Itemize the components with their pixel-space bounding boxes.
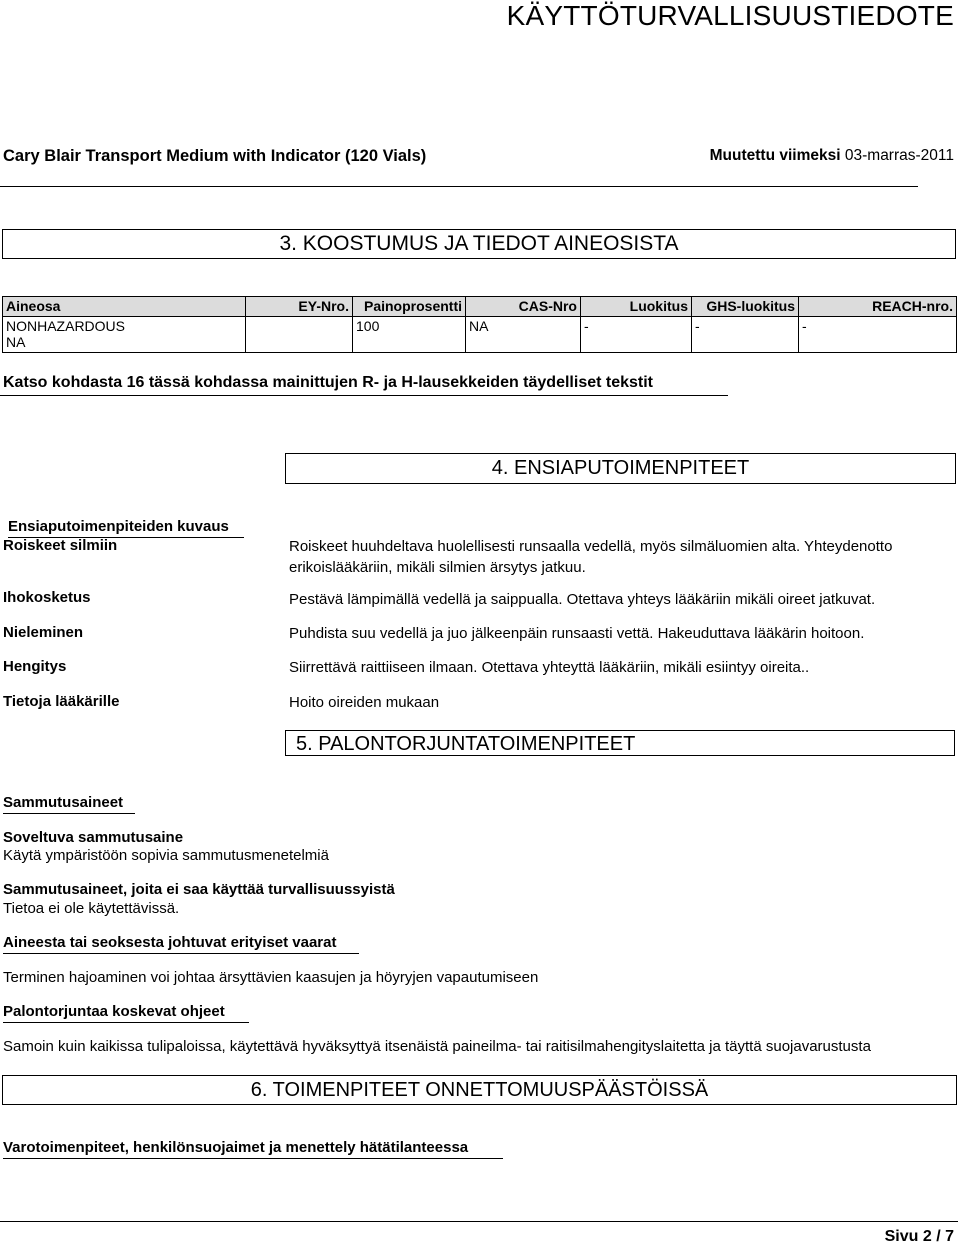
column-header: CAS-Nro: [466, 297, 581, 317]
first-aid-text-ingestion: Puhdista suu vedellä ja juo jälkeenpäin runsaasti vettä. Hakeuduttava lääkärin hoitoon.: [289, 625, 865, 642]
composition-table: [2, 296, 957, 353]
first-aid-label-skin: Ihokosketus: [3, 589, 91, 606]
section-4-subheading: Ensiaputoimenpiteiden kuvaus: [8, 518, 244, 538]
section-6-title: 6. TOIMENPITEET ONNETTOMUUSPÄÄSTÖISSÄ: [2, 1075, 957, 1105]
first-aid-label-ingestion: Nieleminen: [3, 624, 84, 641]
footer-divider: [0, 1221, 958, 1222]
revised-label: Muutettu viimeksi: [709, 147, 841, 164]
section-3-note: Katso kohdasta 16 tässä kohdassa mainittujen R- ja H-lausekkeiden täydelliset tekstit: [3, 374, 654, 391]
column-header: REACH-nro.: [799, 297, 957, 317]
first-aid-text-skin: Pestävä lämpimällä vedellä ja saippualla. Otettava yhteys lääkäriin mikäli oireet jatkuvat.: [289, 591, 876, 608]
ghs-cell: -: [692, 317, 799, 353]
revised-date: 03-marras-2011: [844, 147, 954, 164]
special-hazards-text: Terminen hajoaminen voi johtaa ärsyttävien kaasujen ja höyryjen vapautumiseen: [3, 969, 539, 986]
text-line: Roiskeet huuhdeltava huolellisesti runsaalla vedellä, myös silmäluomien alta. Yhteydenotto: [289, 538, 893, 555]
document-title: KÄYTTÖTURVALLISUUSTIEDOTE: [506, 0, 954, 31]
first-aid-text-inhalation: Siirrettävä raittiiseen ilmaan. Otettava yhteyttä lääkäriin, mikäli esiintyy oireita..: [289, 659, 810, 676]
classification-cell: -: [581, 317, 692, 353]
product-name: Cary Blair Transport Medium with Indicator (120 Vials): [3, 147, 427, 165]
column-header: Painoprosentti: [353, 297, 466, 317]
first-aid-label-inhalation: Hengitys: [3, 658, 67, 675]
table-row: [3, 317, 957, 353]
substance-name: NONHAZARDOUS: [6, 318, 126, 334]
first-aid-text-eyes: [289, 536, 892, 578]
first-aid-label-eyes: Roiskeet silmiin: [3, 537, 118, 554]
suitable-media-text: Käytä ympäristöön sopivia sammutusmenetelmiä: [3, 847, 329, 864]
special-hazards-heading: Aineesta tai seoksesta johtuvat erityiset vaarat: [3, 934, 359, 954]
column-header: GHS-luokitus: [692, 297, 799, 317]
unsuitable-media-text: Tietoa ei ole käytettävissä.: [3, 900, 180, 917]
reach-cell: -: [799, 317, 957, 353]
first-aid-text-physician: Hoito oireiden mukaan: [289, 694, 440, 711]
note-underline: [0, 395, 728, 396]
page-number: [885, 1228, 954, 1246]
column-header: EY-Nro.: [246, 297, 353, 317]
ey-cell: [246, 317, 353, 353]
section-6-subheading: Varotoimenpiteet, henkilönsuojaimet ja menettely hätätilanteessa: [3, 1139, 503, 1159]
revision-info: [710, 147, 954, 165]
page-label: Sivu: [884, 1228, 919, 1245]
section-4-title: 4. ENSIAPUTOIMENPITEET: [285, 453, 956, 484]
page-count: 2 / 7: [922, 1228, 954, 1245]
composition-header-row: [3, 297, 957, 317]
section-5-title: 5. PALONTORJUNTATOIMENPITEET: [285, 730, 955, 756]
extinguishing-media-heading: Sammutusaineet: [3, 794, 135, 814]
column-header: Luokitus: [581, 297, 692, 317]
cas-cell: NA: [466, 317, 581, 353]
text-line: erikoislääkäriin, mikäli silmien ärsytys jatkuu.: [289, 559, 586, 576]
percent-cell: 100: [353, 317, 466, 353]
suitable-media-label: Soveltuva sammutusaine: [3, 829, 184, 846]
header-divider: [0, 186, 918, 187]
substance-id: NA: [6, 334, 26, 350]
unsuitable-media-label: Sammutusaineet, joita ei saa käyttää turvallisuussyistä: [3, 881, 395, 898]
firefighting-advice-text: Samoin kuin kaikissa tulipaloissa, käytettävä hyväksyttyä itsenäistä paineilma- tai raitisilmahengityslaitetta ja täyttä suojavarustusta: [3, 1038, 871, 1055]
first-aid-label-physician: Tietoja lääkärille: [3, 693, 120, 710]
column-header: Aineosa: [3, 297, 246, 317]
substance-cell: [3, 317, 246, 353]
section-3-title: 3. KOOSTUMUS JA TIEDOT AINEOSISTA: [2, 229, 956, 259]
firefighting-advice-heading: Palontorjuntaa koskevat ohjeet: [3, 1003, 249, 1023]
